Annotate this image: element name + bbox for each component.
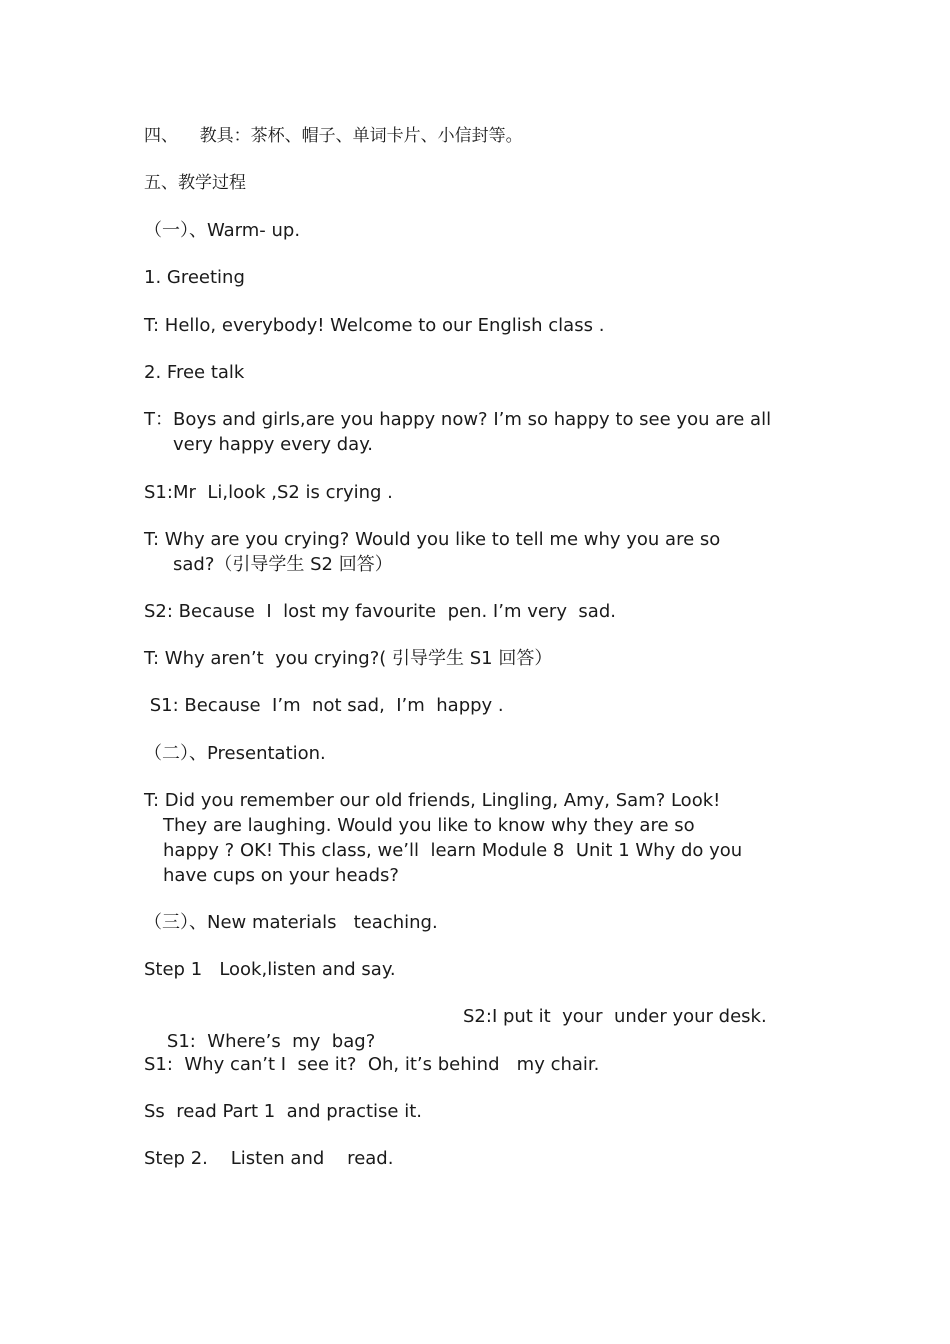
teacher-line-old-friends: T: Did you remember our old friends, Lingling, Amy, Sam? Look! bbox=[144, 790, 721, 811]
teacher-line-why-not-crying: T: Why aren’t you crying?( 引导学生 S1 回答） bbox=[144, 648, 553, 669]
subsection-new-materials: （三）、New materials teaching. bbox=[144, 912, 438, 933]
teacher-line-cups: have cups on your heads? bbox=[163, 865, 399, 886]
teacher-line-laughing: They are laughing. Would you like to know why they are so bbox=[163, 815, 695, 836]
subsection-presentation: （二）、Presentation. bbox=[144, 743, 326, 764]
teacher-line-happy-cont: very happy every day. bbox=[173, 434, 374, 455]
teacher-line-why-crying-cont: sad?（引导学生 S2 回答） bbox=[173, 554, 393, 575]
student2-line-desk: S2:I put it your under your desk. bbox=[463, 1006, 767, 1027]
teacher-line-module: happy ? OK! This class, we’ll learn Module 8 Unit 1 Why do you bbox=[163, 840, 743, 861]
student1-line-happy: S1: Because I’m not sad, I’m happy . bbox=[144, 695, 504, 716]
practice-instruction: Ss read Part 1 and practise it. bbox=[144, 1101, 423, 1122]
step-1-title: Step 1 Look,listen and say. bbox=[144, 959, 396, 980]
student2-line-sad: S2: Because I lost my favourite pen. I’m very sad. bbox=[144, 601, 616, 622]
teacher-line-why-crying: T: Why are you crying? Would you like to tell me why you are so bbox=[144, 529, 721, 550]
subsection-warm-up: （一）、Warm- up. bbox=[144, 220, 301, 241]
section-4-teaching-aids: 四、 教具：茶杯、帽子、单词卡片、小信封等。 bbox=[144, 126, 523, 146]
student1-line-chair: S1: Why can’t I see it? Oh, it’s behind my chair. bbox=[144, 1054, 600, 1075]
section-5-teaching-process: 五、教学过程 bbox=[144, 173, 246, 193]
teacher-line-welcome: T: Hello, everybody! Welcome to our English class . bbox=[144, 315, 605, 336]
teacher-line-happy: T：Boys and girls,are you happy now? I’m so happy to see you are all bbox=[144, 409, 772, 430]
student1-line-crying: S1:Mr Li,look ,S2 is crying . bbox=[144, 482, 393, 503]
step-greeting: 1. Greeting bbox=[144, 267, 245, 288]
student1-line-bag: S1: Where’s my bag? bbox=[166, 1031, 376, 1052]
step-free-talk: 2. Free talk bbox=[144, 362, 245, 383]
step-2-title: Step 2. Listen and read. bbox=[144, 1148, 394, 1169]
